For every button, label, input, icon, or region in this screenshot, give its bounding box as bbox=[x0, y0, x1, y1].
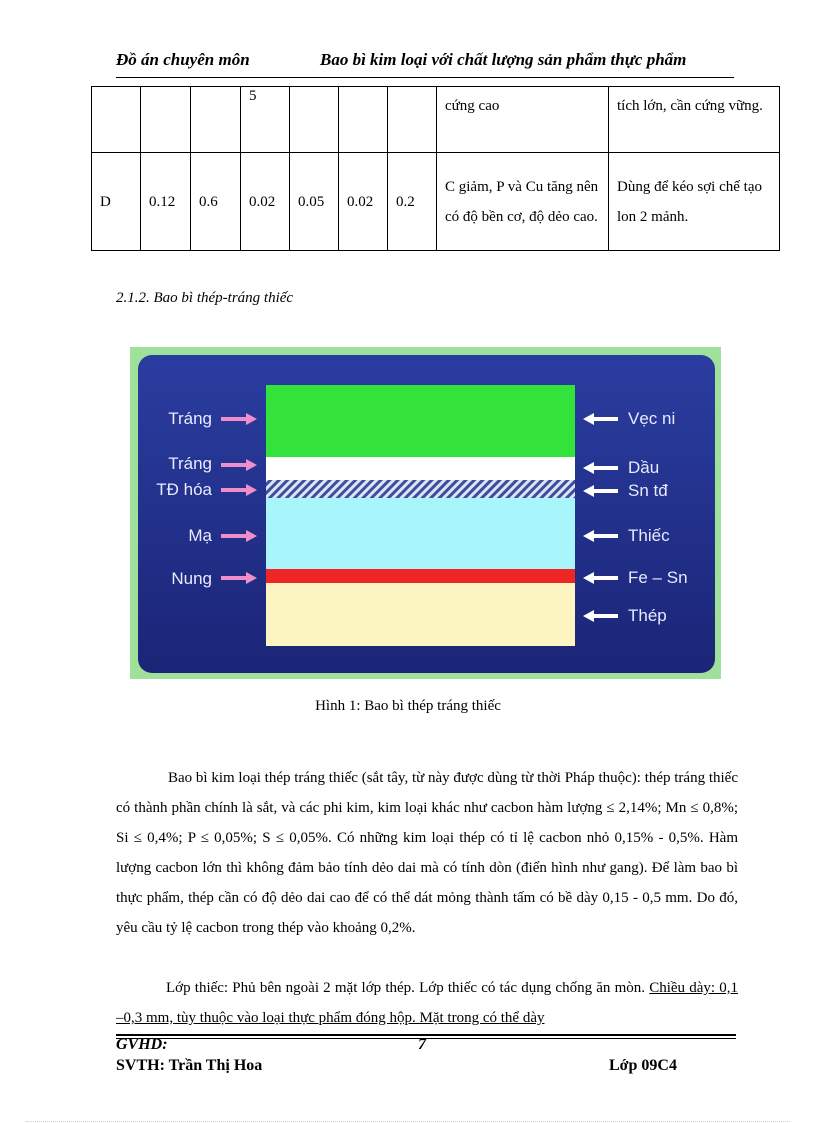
table-cell: cứng cao bbox=[437, 87, 609, 153]
paragraph-tinplate-intro: Bao bì kim loại thép tráng thiếc (sắt tây, từ này được dùng từ thời Pháp thuộc): thép tráng thiếc có thành phần chính là sắt, và các phi kim, kim loại khác như cacbon hàm lượng ≤ 2,14%; Mn ≤ 0,8%; Si ≤ 0,4%; P ≤ 0,05%; S ≤ 0,05%. Có những kim loại thép có tỉ lệ cacbon nhỏ 0,15% - 0,5%. Hàm lượng cacbon lớn thì không đảm bảo tính dẻo dai mà có tính dòn (điển hình như gang). Để làm bao bì thực phẩm, thép cần có độ dẻo dai cao để có thể dát mỏng thành tấm có bề dày 0,15 - 0,5 mm. Do đó, yêu cầu tỷ lệ cacbon trong thép vào khoảng 0,2%. bbox=[116, 770, 738, 936]
header-rule bbox=[116, 77, 734, 78]
right-label: Fe – Sn bbox=[628, 568, 688, 587]
table-row bbox=[92, 87, 780, 153]
table-cell: 0.2 bbox=[388, 153, 437, 251]
table-cell: 0.02 bbox=[339, 153, 388, 251]
left-label: Tráng bbox=[168, 454, 212, 473]
composition-table bbox=[91, 86, 780, 251]
table-cell: 0.6 bbox=[191, 153, 241, 251]
footer-rule bbox=[116, 1038, 736, 1039]
left-label: Tráng bbox=[168, 409, 212, 428]
table-cell: tích lớn, cần cứng vững. bbox=[609, 87, 780, 153]
table-cell: 0.02 bbox=[241, 153, 290, 251]
layer-tin bbox=[266, 498, 575, 569]
section-title: 2.1.2. Bao bì thép-tráng thiếc bbox=[116, 290, 294, 306]
left-label: Mạ bbox=[188, 526, 212, 545]
footer-rule bbox=[116, 1034, 736, 1036]
footer-supervisor: GVHD: bbox=[116, 1036, 168, 1053]
right-label: Dầu bbox=[628, 458, 660, 477]
table-cell bbox=[191, 87, 241, 153]
table-cell bbox=[141, 87, 191, 153]
table-cell bbox=[92, 87, 141, 153]
layer-sn-passivation bbox=[266, 480, 575, 498]
right-label: Thép bbox=[628, 606, 667, 625]
left-label: TĐ hóa bbox=[156, 480, 212, 499]
right-label: Sn tđ bbox=[628, 481, 668, 500]
table-cell: 0.12 bbox=[141, 153, 191, 251]
table-cell bbox=[290, 87, 339, 153]
layer-steel bbox=[266, 583, 575, 646]
table-cell bbox=[339, 87, 388, 153]
figure-caption: Hình 1: Bao bì thép tráng thiếc bbox=[315, 698, 501, 714]
right-label: Thiếc bbox=[628, 526, 670, 545]
page-bottom-border bbox=[26, 1121, 790, 1122]
table-cell: Dùng để kéo sợi chế tạo lon 2 mảnh. bbox=[609, 153, 780, 251]
page-number: 7 bbox=[418, 1036, 426, 1053]
paragraph-tin-layer bbox=[116, 973, 738, 1033]
table-row bbox=[92, 153, 780, 251]
table-cell: 5 bbox=[241, 87, 290, 153]
header-doc-type: Đồ án chuyên môn bbox=[116, 50, 250, 69]
table-cell: 0.05 bbox=[290, 153, 339, 251]
tinplate-layer-figure bbox=[130, 347, 721, 679]
paragraph-text: Lớp thiếc: Phủ bên ngoài 2 mặt lớp thép. Lớp thiếc có tác dụng chống ăn mòn. bbox=[166, 980, 650, 996]
layer-diagram bbox=[130, 347, 721, 679]
layer-varnish bbox=[266, 385, 575, 457]
table-cell: C giảm, P và Cu tăng nên có độ bền cơ, độ dẻo cao. bbox=[437, 153, 609, 251]
table-cell bbox=[388, 87, 437, 153]
header-doc-title: Bao bì kim loại với chất lượng sản phẩm thực phẩm bbox=[320, 50, 687, 69]
paragraph-text-underlined: Chiều dày: 0,1 –0,3 mm, tùy thuộc vào loại thực phẩm đóng hộp. Mặt trong có thể dày bbox=[116, 980, 738, 1026]
footer-student: SVTH: Trần Thị Hoa bbox=[116, 1057, 263, 1074]
layer-oil bbox=[266, 457, 575, 480]
layer-fe-sn bbox=[266, 569, 575, 583]
right-label: Vẹc ni bbox=[628, 409, 676, 428]
page-header bbox=[116, 50, 736, 74]
footer-class: Lớp 09C4 bbox=[609, 1057, 677, 1074]
left-label: Nung bbox=[171, 569, 212, 588]
table-cell: D bbox=[92, 153, 141, 251]
